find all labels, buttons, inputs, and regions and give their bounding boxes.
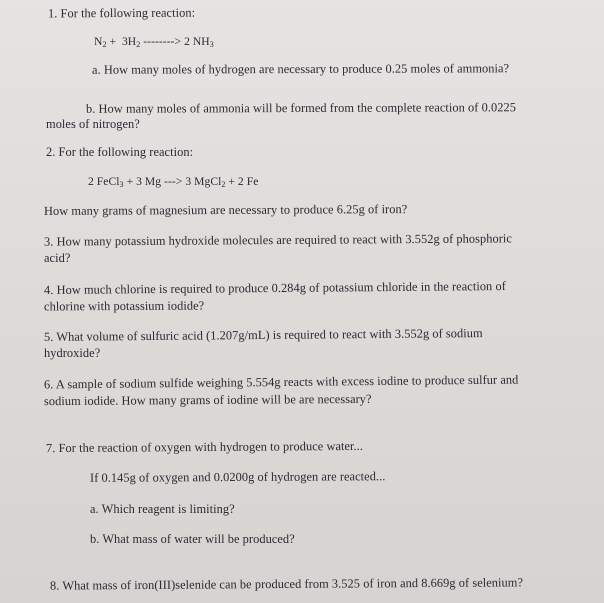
q3-line2: acid? bbox=[44, 251, 71, 265]
q2-equation-middle: + 3 Mg ---> 3 MgCl bbox=[126, 175, 222, 188]
q3-line1: 3. How many potassium hydroxide molecules are required to react with 3.552g of phosphoric bbox=[43, 231, 513, 249]
q1-part-b-line1: b. How many moles of ammonia will be formed from the complete reaction of 0.0225 bbox=[85, 100, 517, 116]
q1-title: 1. For the following reaction: bbox=[47, 5, 196, 21]
q2-title: 2. For the following reaction: bbox=[46, 145, 194, 159]
q4-line1: 4. How much chlorine is required to produce 0.284g of potassium chloride in the reaction of bbox=[43, 278, 506, 298]
q6-line2: sodium iodide. How many grams of iodine will be are necessary? bbox=[43, 391, 372, 409]
q1-reactant-b: 3H bbox=[121, 35, 137, 48]
q1-part-b-line2: moles of nitrogen? bbox=[46, 117, 140, 131]
q2-reactant-a: 2 FeCl bbox=[88, 175, 120, 188]
q2-equation bbox=[88, 174, 258, 189]
q4-line2: chlorine with potassium iodide? bbox=[43, 298, 205, 314]
q1-equation bbox=[94, 34, 214, 49]
q2-reactant-a-sub: 3 bbox=[119, 180, 124, 189]
q5-line1: 5. What volume of sulfuric acid (1.207g/mL) is required to react with 3.552g of sodium bbox=[43, 326, 483, 344]
q1-product-sub: 3 bbox=[209, 40, 214, 49]
q7-given: If 0.145g of oxygen and 0.0200g of hydrogen are reacted... bbox=[89, 469, 386, 485]
q1-reactant-b-sub: 2 bbox=[136, 40, 141, 49]
q2-product-sub: 2 bbox=[221, 180, 226, 189]
q7-part-a: a. Which reagent is limiting? bbox=[90, 502, 235, 516]
q1-plus: + bbox=[109, 35, 117, 48]
q1-arrow-product: --------> 2 NH bbox=[143, 35, 210, 48]
q7-part-b: b. What mass of water will be produced? bbox=[90, 532, 295, 546]
q1-reactant-a: N bbox=[94, 35, 103, 48]
q7-title: 7. For the reaction of oxygen with hydrogen to produce water... bbox=[45, 438, 364, 456]
q1-reactant-a-sub: 2 bbox=[102, 40, 107, 49]
q1-part-a: a. How many moles of hydrogen are necessary to produce 0.25 moles of ammonia? bbox=[91, 61, 510, 77]
q2-question: How many grams of magnesium are necessary to produce 6.25g of iron? bbox=[43, 202, 408, 218]
q5-line2: hydroxide? bbox=[44, 346, 101, 360]
q2-equation-tail: + 2 Fe bbox=[228, 175, 259, 188]
q6-line1: 6. A sample of sodium sulfide weighing 5.554g reacts with excess iodine to produce sulfur and bbox=[43, 372, 519, 392]
q8-line1: 8. What mass of iron(III)selenide can be produced from 3.525 of iron and 8.669g of selenium? bbox=[49, 575, 524, 593]
